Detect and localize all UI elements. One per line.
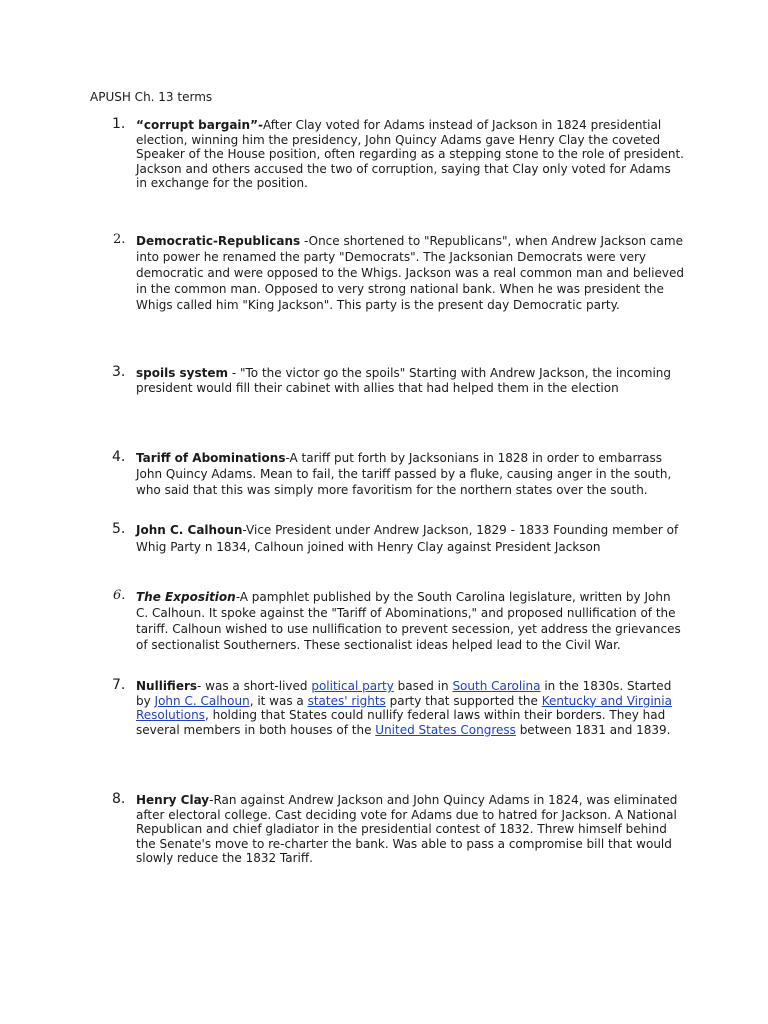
- term-text: based in: [393, 679, 453, 693]
- term-item-7: [112, 677, 684, 737]
- term-name: The Exposition: [136, 590, 236, 604]
- term-text: , it was a: [249, 693, 308, 708]
- term-name: John C. Calhoun: [136, 523, 243, 537]
- term-definition: -A pamphlet published by the South Carolina legislature, written by John C. Calhoun. It spoke against the "Tariff of Abominations," and proposed nullification of the tariff. Calhoun wished to use nullification to prevent secession, yet address the grievances of sectionalist Southerners. These sectionalist ideas helped lead to the Civil War.: [136, 590, 681, 652]
- item-number: 1.: [112, 116, 126, 132]
- term-definition: -Ran against Andrew Jackson and John Quincy Adams in 1824, was eliminated after electoral college. Cast deciding vote for Adams due to hatred for Jackson. A National Republican and chief gladiator in the presidential contest of 1832. Threw himself behind the Senate's move to re-charter the bank. Was able to pass a compromise bill that would slowly reduce the 1832 Tariff.: [136, 793, 678, 866]
- term-name: Tariff of Abominations: [136, 451, 286, 465]
- term-text: , holding that States could nullify federal laws within their borders. They had several members in both houses of the: [136, 708, 666, 737]
- term-text: - was a short-lived: [197, 679, 312, 693]
- item-number: 5.: [112, 521, 126, 537]
- link-john-c-calhoun[interactable]: John C. Calhoun: [154, 693, 250, 708]
- item-number: 7.: [112, 677, 126, 693]
- term-definition: - "To the victor go the spoils" Starting with Andrew Jackson, the incoming president would fill their cabinet with allies that had helped them in the election: [136, 366, 671, 395]
- term-item-8: [112, 791, 684, 866]
- term-text: between 1831 and 1839.: [515, 722, 671, 737]
- term-definition: -A tariff put forth by Jacksonians in 1828 in order to embarrass John Quincy Adams. Mean to fail, the tariff passed by a fluke, causing anger in the south, who said that this was simply more favoritism for the northern states over the south.: [136, 451, 672, 497]
- term-item-5: [112, 521, 684, 556]
- term-name: “corrupt bargain”-: [136, 118, 263, 132]
- item-number: 3.: [112, 364, 126, 380]
- document-title: APUSH Ch. 13 terms: [90, 90, 213, 104]
- link-political-party[interactable]: political party: [311, 679, 394, 693]
- link-states-rights[interactable]: states' rights: [307, 693, 386, 708]
- item-number: 4.: [112, 449, 126, 465]
- term-definition: After Clay voted for Adams instead of Jackson in 1824 presidential election, winning him the presidency, John Quincy Adams gave Henry Clay the coveted Speaker of the House position, often regarding as a stepping stone to the role of president. Jackson and others accused the two of corruption, saying that Clay only voted for Adams in exchange for the position.: [136, 118, 684, 191]
- term-name: spoils system: [136, 366, 229, 380]
- term-item-3: [112, 364, 684, 395]
- term-item-6: [113, 588, 684, 653]
- term-item-2: [113, 232, 684, 313]
- term-item-4: [112, 449, 684, 498]
- term-name: Democratic-Republicans: [136, 234, 301, 248]
- item-number: 6.: [113, 588, 126, 603]
- link-united-states-congress[interactable]: United States Congress: [375, 722, 516, 737]
- term-definition: -Vice President under Andrew Jackson, 1829 - 1833 Founding member of Whig Party n 1834, Calhoun joined with Henry Clay against President Jackson: [136, 523, 679, 555]
- term-text: party that supported the: [385, 693, 542, 708]
- term-item-1: [112, 116, 684, 191]
- item-number: 8.: [112, 791, 126, 807]
- link-south-carolina[interactable]: South Carolina: [452, 679, 541, 693]
- term-definition: -Once shortened to "Republicans", when Andrew Jackson came into power he renamed the party "Democrats". The Jacksonian Democrats were very democratic and were opposed to the Whigs. Jackson was a real common man and believed in the common man. Opposed to very strong national bank. When he was president the Whigs called him "King Jackson". This party is the present day Democratic party.: [136, 234, 684, 312]
- term-name: Henry Clay: [136, 793, 210, 807]
- item-number: 2.: [113, 232, 126, 247]
- link-kentucky-virginia-resolutions[interactable]: Kentucky and Virginia Resolutions: [136, 693, 672, 723]
- term-text: in the 1830s. Started by: [136, 679, 672, 708]
- term-name: Nullifiers: [136, 679, 198, 693]
